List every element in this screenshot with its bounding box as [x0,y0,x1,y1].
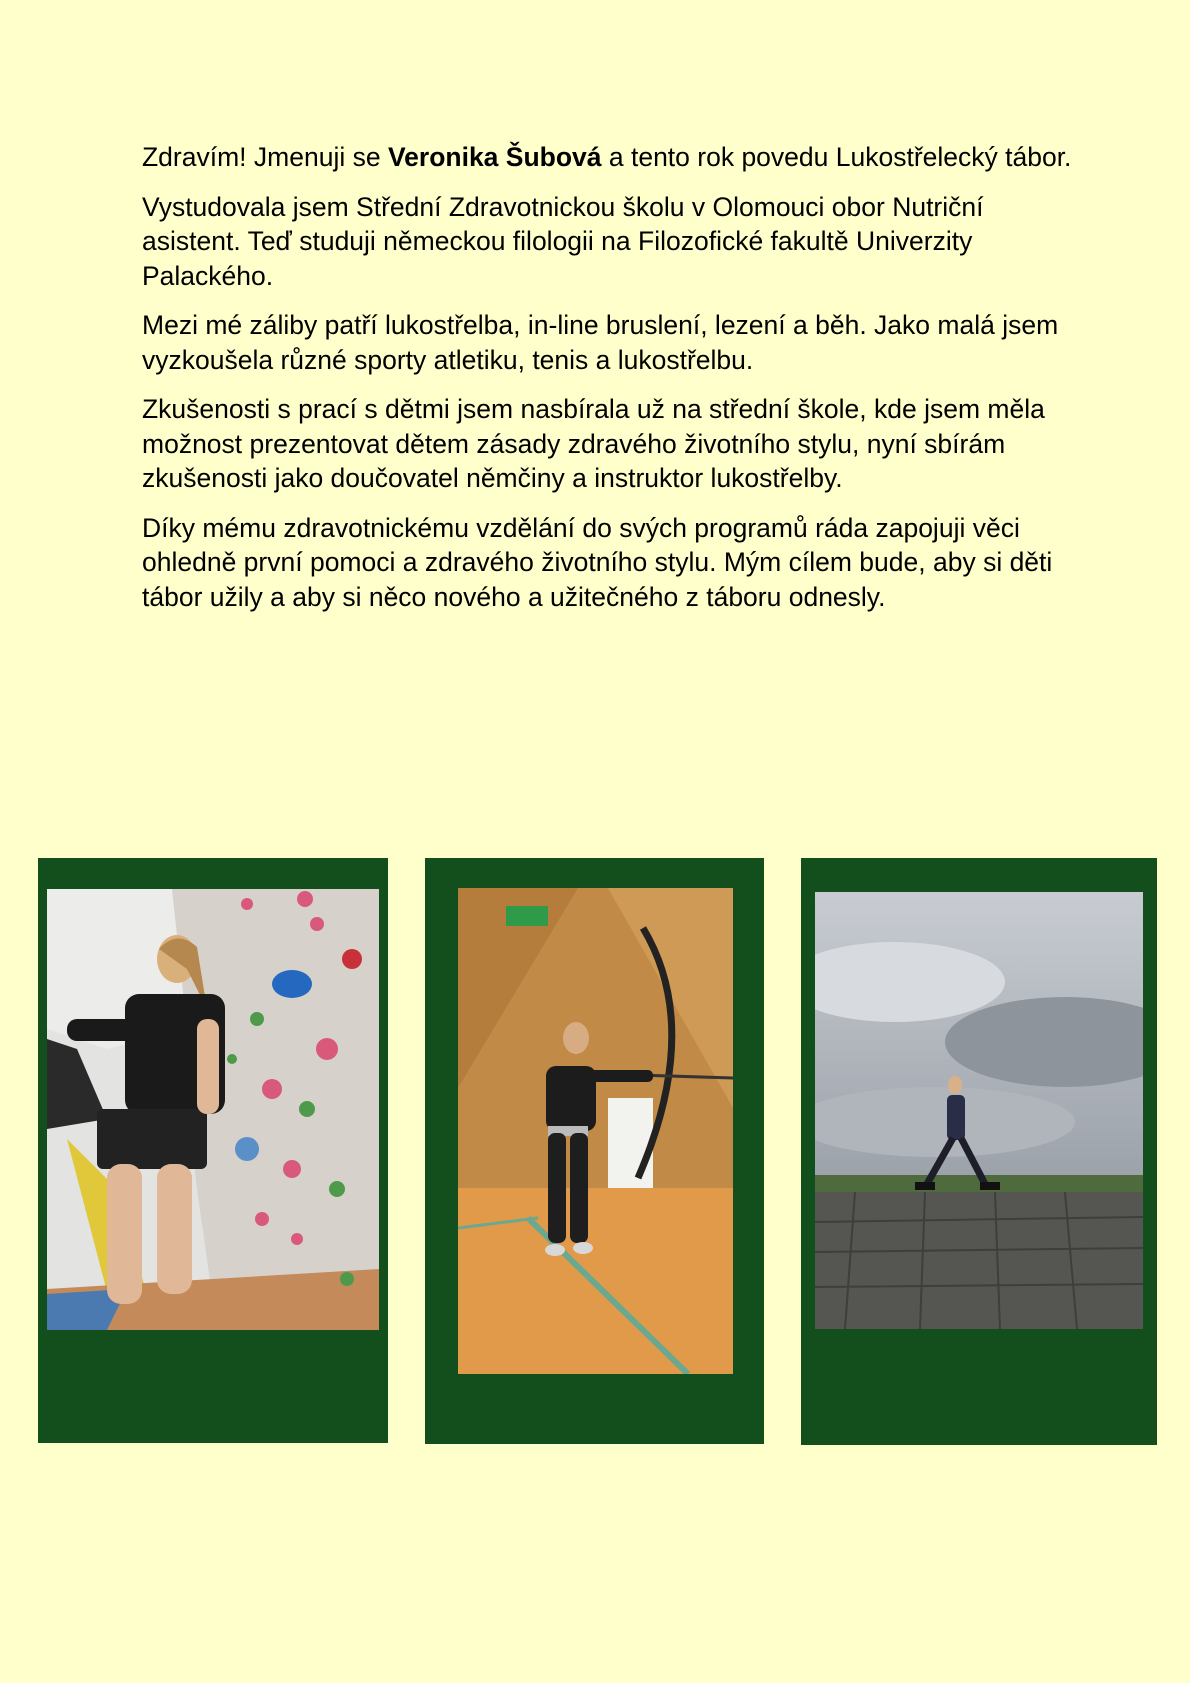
photo-archery [458,888,733,1374]
photo-skating [815,892,1143,1329]
text-block [142,140,1072,629]
paragraph-education: Vystudovala jsem Střední Zdravotnickou školu v Olomouci obor Nutriční asistent. Teď studuji německou filologii na Filozofické fakultě Univerzity Palackého. [142,191,984,291]
photo-climbing [47,889,379,1330]
paragraph-experience: Zkušenosti s prací s dětmi jsem nasbírala už na střední škole, kde jsem měla možnost prezentovat dětem zásady zdravého životního stylu, nyní sbírám zkušenosti jako doučovatel němčiny a instruktor lukostřelby. [142,394,1045,493]
intro-rest: a tento rok povedu Lukostřelecký tábor. [601,142,1072,172]
paragraph-goals: Díky mému zdravotnickému vzdělání do svých programů ráda zapojuji věci ohledně první pomoci a zdravého životního stylu. Mým cílem bude, aby si děti tábor užily a aby si něco nového a užitečného z táboru odnesly. [142,512,1053,612]
paragraph-hobbies: Mezi mé záliby patří lukostřelba, in-line bruslení, lezení a běh. Jako malá jsem vyzkoušela různé sporty atletiku, tenis a lukostřelbu. [142,310,1059,375]
author-name: Veronika Šubová [387,142,602,172]
intro-greeting: Zdravím! Jmenuji se [142,142,388,172]
intro-paragraph [142,140,1072,175]
